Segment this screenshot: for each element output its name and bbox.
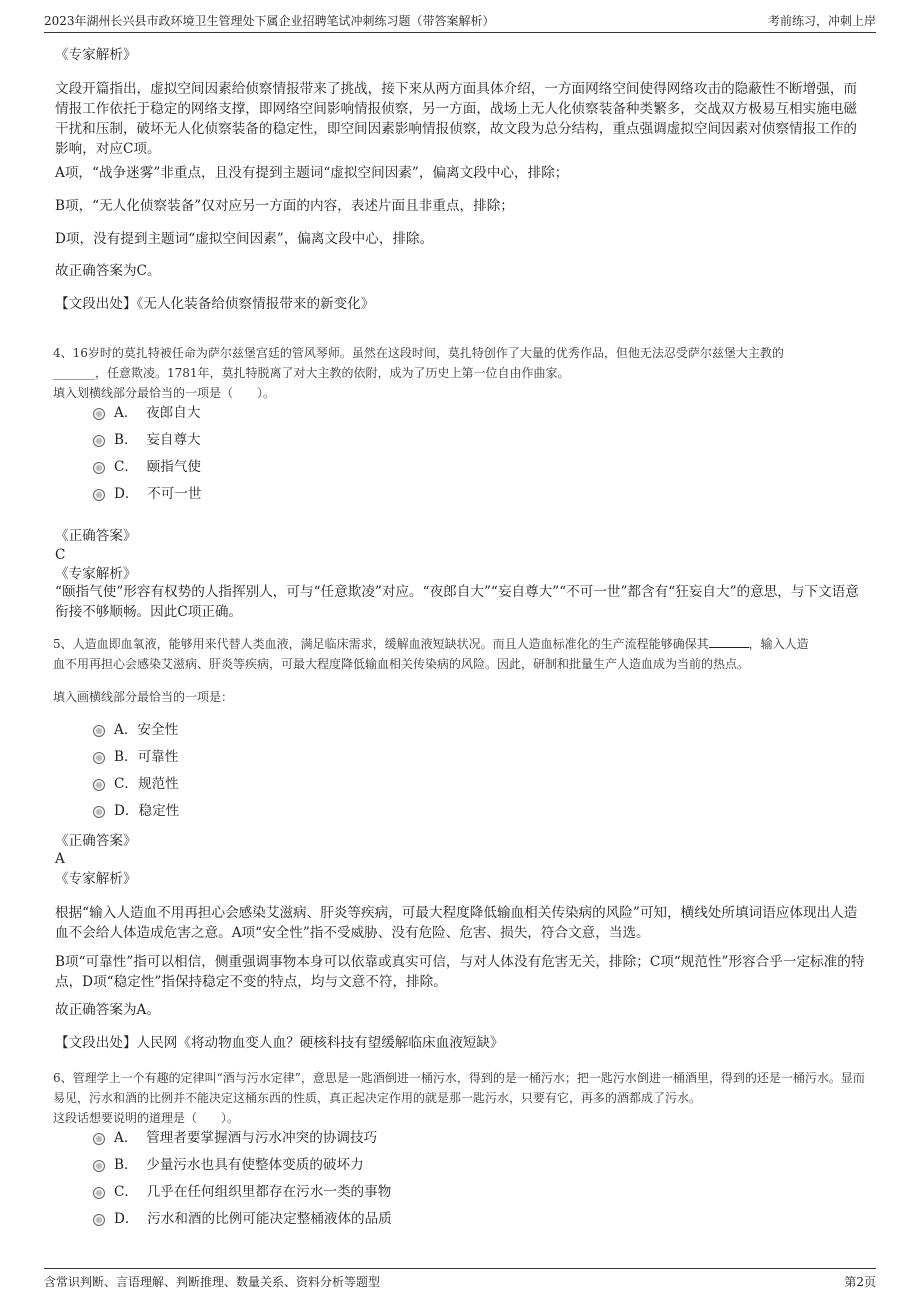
- option-a[interactable]: A．安全性: [93, 719, 178, 741]
- question-4-prompt: 填入划横线部分最恰当的一项是（ ）。: [53, 386, 276, 400]
- option-c[interactable]: C． 颐指气使: [93, 456, 201, 478]
- option-b-analysis: B项，“无人化侦察装备”仅对应另一方面的内容，表述片面且非重点，排除；: [55, 198, 514, 214]
- radio-button-icon[interactable]: [93, 1187, 105, 1199]
- page-number: 第2页: [844, 1275, 876, 1289]
- passage-source: 【文段出处】《无人化装备给侦察情报带来的新变化》: [55, 296, 375, 312]
- page-footer: [44, 1268, 876, 1293]
- option-d[interactable]: D． 不可一世: [93, 483, 202, 505]
- radio-button-icon[interactable]: [93, 1133, 105, 1145]
- option-c[interactable]: C．规范性: [93, 773, 179, 795]
- radio-button-icon[interactable]: [93, 779, 105, 791]
- option-b[interactable]: B．可靠性: [93, 746, 178, 768]
- question-4-stem: [53, 343, 869, 403]
- options-bcd-analysis: B项“可靠性”指可以相信，侧重强调事物本身可以依靠或真实可信，与对人体没有危害无关，排除；C项“规范性”形容合乎一定标准的特点，D项“稳定性”指保持稳定不变的特点，均与文意不符，排除。: [55, 954, 865, 990]
- question-5-stem: [53, 634, 869, 674]
- radio-button-icon[interactable]: [93, 725, 105, 737]
- question-6-prompt: 这段话想要说明的道理是（ ）。: [53, 1111, 240, 1125]
- expert-analysis-label: 《专家解析》: [55, 871, 137, 887]
- correct-answer-statement: 故正确答案为A。: [55, 1002, 160, 1018]
- option-c[interactable]: C． 几乎在任何组织里都存在污水一类的事物: [93, 1181, 391, 1203]
- option-a-analysis: A项，“战争迷雾”非重点，且没有提到主题词“虚拟空间因素”，偏离文段中心，排除；: [55, 165, 569, 181]
- option-b[interactable]: B． 少量污水也具有使整体变质的破坏力: [93, 1154, 364, 1176]
- header-slogan: 考前练习，冲刺上岸: [767, 14, 876, 28]
- correct-answer-label: 《正确答案》: [55, 833, 137, 849]
- radio-button-icon[interactable]: [93, 408, 105, 420]
- question-5-stem-line-1b: ，输入人造: [748, 637, 809, 651]
- radio-button-icon[interactable]: [93, 806, 105, 818]
- page-header: [44, 10, 876, 33]
- option-d-analysis: D项，没有提到主题词“虚拟空间因素”，偏离文段中心，排除。: [55, 231, 434, 247]
- analysis-paragraph: 文段开篇指出，虚拟空间因素给侦察情报带来了挑战，接下来从两方面具体介绍，一方面网络空间使得网络攻击的隐蔽性不断增强，而情报工作依托于稳定的网络支撑，即网络空间影响情报侦察，另一方面，战场上无人化侦察装备种类繁多，交战双方极易互相实施电磁干扰和压制，破坏无人化侦察装备的稳定性，即空间因素影响情报侦察，故文段为总分结构，重点强调虚拟空间因素对侦察情报工作的影响，对应C项。: [55, 81, 858, 157]
- document-title: 2023年湖州长兴县市政环境卫生管理处下属企业招聘笔试冲刺练习题（带答案解析）: [44, 14, 495, 28]
- correct-answer-label: 《正确答案》: [55, 528, 137, 544]
- question-4-stem-line-2: _______，任意欺凌。1781年，莫扎特脱离了对大主教的依附，成为了历史上第一位自由作曲家。: [53, 366, 570, 380]
- radio-button-icon[interactable]: [93, 462, 105, 474]
- analysis-paragraph: 根据“输入人造血不用再担心会感染艾滋病、肝炎等疾病，可最大程度降低输血相关传染病的风险”可知，横线处所填词语应体现出人造血不会给人体造成危害之意。A项“安全性”指不受威胁、没有危险、危害、损失，符合文意，当选。: [55, 905, 858, 941]
- option-b[interactable]: B． 妄自尊大: [93, 429, 201, 451]
- question-6-stem: 6、管理学上一个有趣的定律叫“酒与污水定律”，意思是一匙酒倒进一桶污水，得到的是一桶污水；把一匙污水倒进一桶酒里，得到的还是一桶污水。显而易见，污水和酒的比例并不能决定这桶东西的性质，真正起决定作用的就是那一匙污水，只要有它，再多的酒都成了污水。: [53, 1071, 865, 1105]
- option-a[interactable]: A． 管理者要掌握酒与污水冲突的协调技巧: [93, 1127, 377, 1149]
- analysis-paragraph: “颐指气使”形容有权势的人指挥别人，可与“任意欺凌”对应。“夜郎自大”“妄自尊大”“不可一世”都含有“狂妄自大”的意思，与下文语意衔接不够顺畅。因此C项正确。: [55, 584, 859, 620]
- footer-categories: 含常识判断、言语理解、判断推理、数量关系、资料分析等题型: [44, 1275, 381, 1289]
- question-5-stem-line-1a: 5、人造血即血氧液，能够用来代替人类血液，满足临床需求，缓解血液短缺状况。而且人造血标准化的生产流程能够确保其: [53, 637, 709, 651]
- radio-button-icon[interactable]: [93, 1160, 105, 1172]
- passage-source: 【文段出处】人民网《将动物血变人血？硬核科技有望缓解临床血液短缺》: [55, 1035, 504, 1051]
- radio-button-icon[interactable]: [93, 489, 105, 501]
- question-4-stem-line-1: 4、16岁时的莫扎特被任命为萨尔兹堡宫廷的管风琴师。虽然在这段时间，莫扎特创作了大量的优秀作品，但他无法忍受萨尔兹堡大主教的: [53, 346, 784, 360]
- correct-answer-value: A: [55, 851, 65, 867]
- option-d[interactable]: D．稳定性: [93, 800, 179, 822]
- correct-answer-value: C: [55, 547, 66, 563]
- radio-button-icon[interactable]: [93, 752, 105, 764]
- expert-analysis-label: 《专家解析》: [55, 566, 137, 582]
- question-5-prompt: 填入画横线部分最恰当的一项是：: [53, 690, 234, 704]
- radio-button-icon[interactable]: [93, 435, 105, 447]
- radio-button-icon[interactable]: [93, 1214, 105, 1226]
- correct-answer-statement: 故正确答案为C。: [55, 263, 161, 279]
- option-d[interactable]: D． 污水和酒的比例可能决定整桶液体的品质: [93, 1208, 392, 1230]
- option-a[interactable]: A． 夜郎自大: [93, 402, 200, 424]
- question-5-stem-line-2: 血不用再担心会感染艾滋病、肝炎等疾病，可最大程度降低输血相关传染病的风险。因此，研制和批量生产人造血成为当前的热点。: [53, 657, 750, 671]
- expert-analysis-label: 《专家解析》: [55, 47, 137, 63]
- fill-blank: [709, 635, 749, 648]
